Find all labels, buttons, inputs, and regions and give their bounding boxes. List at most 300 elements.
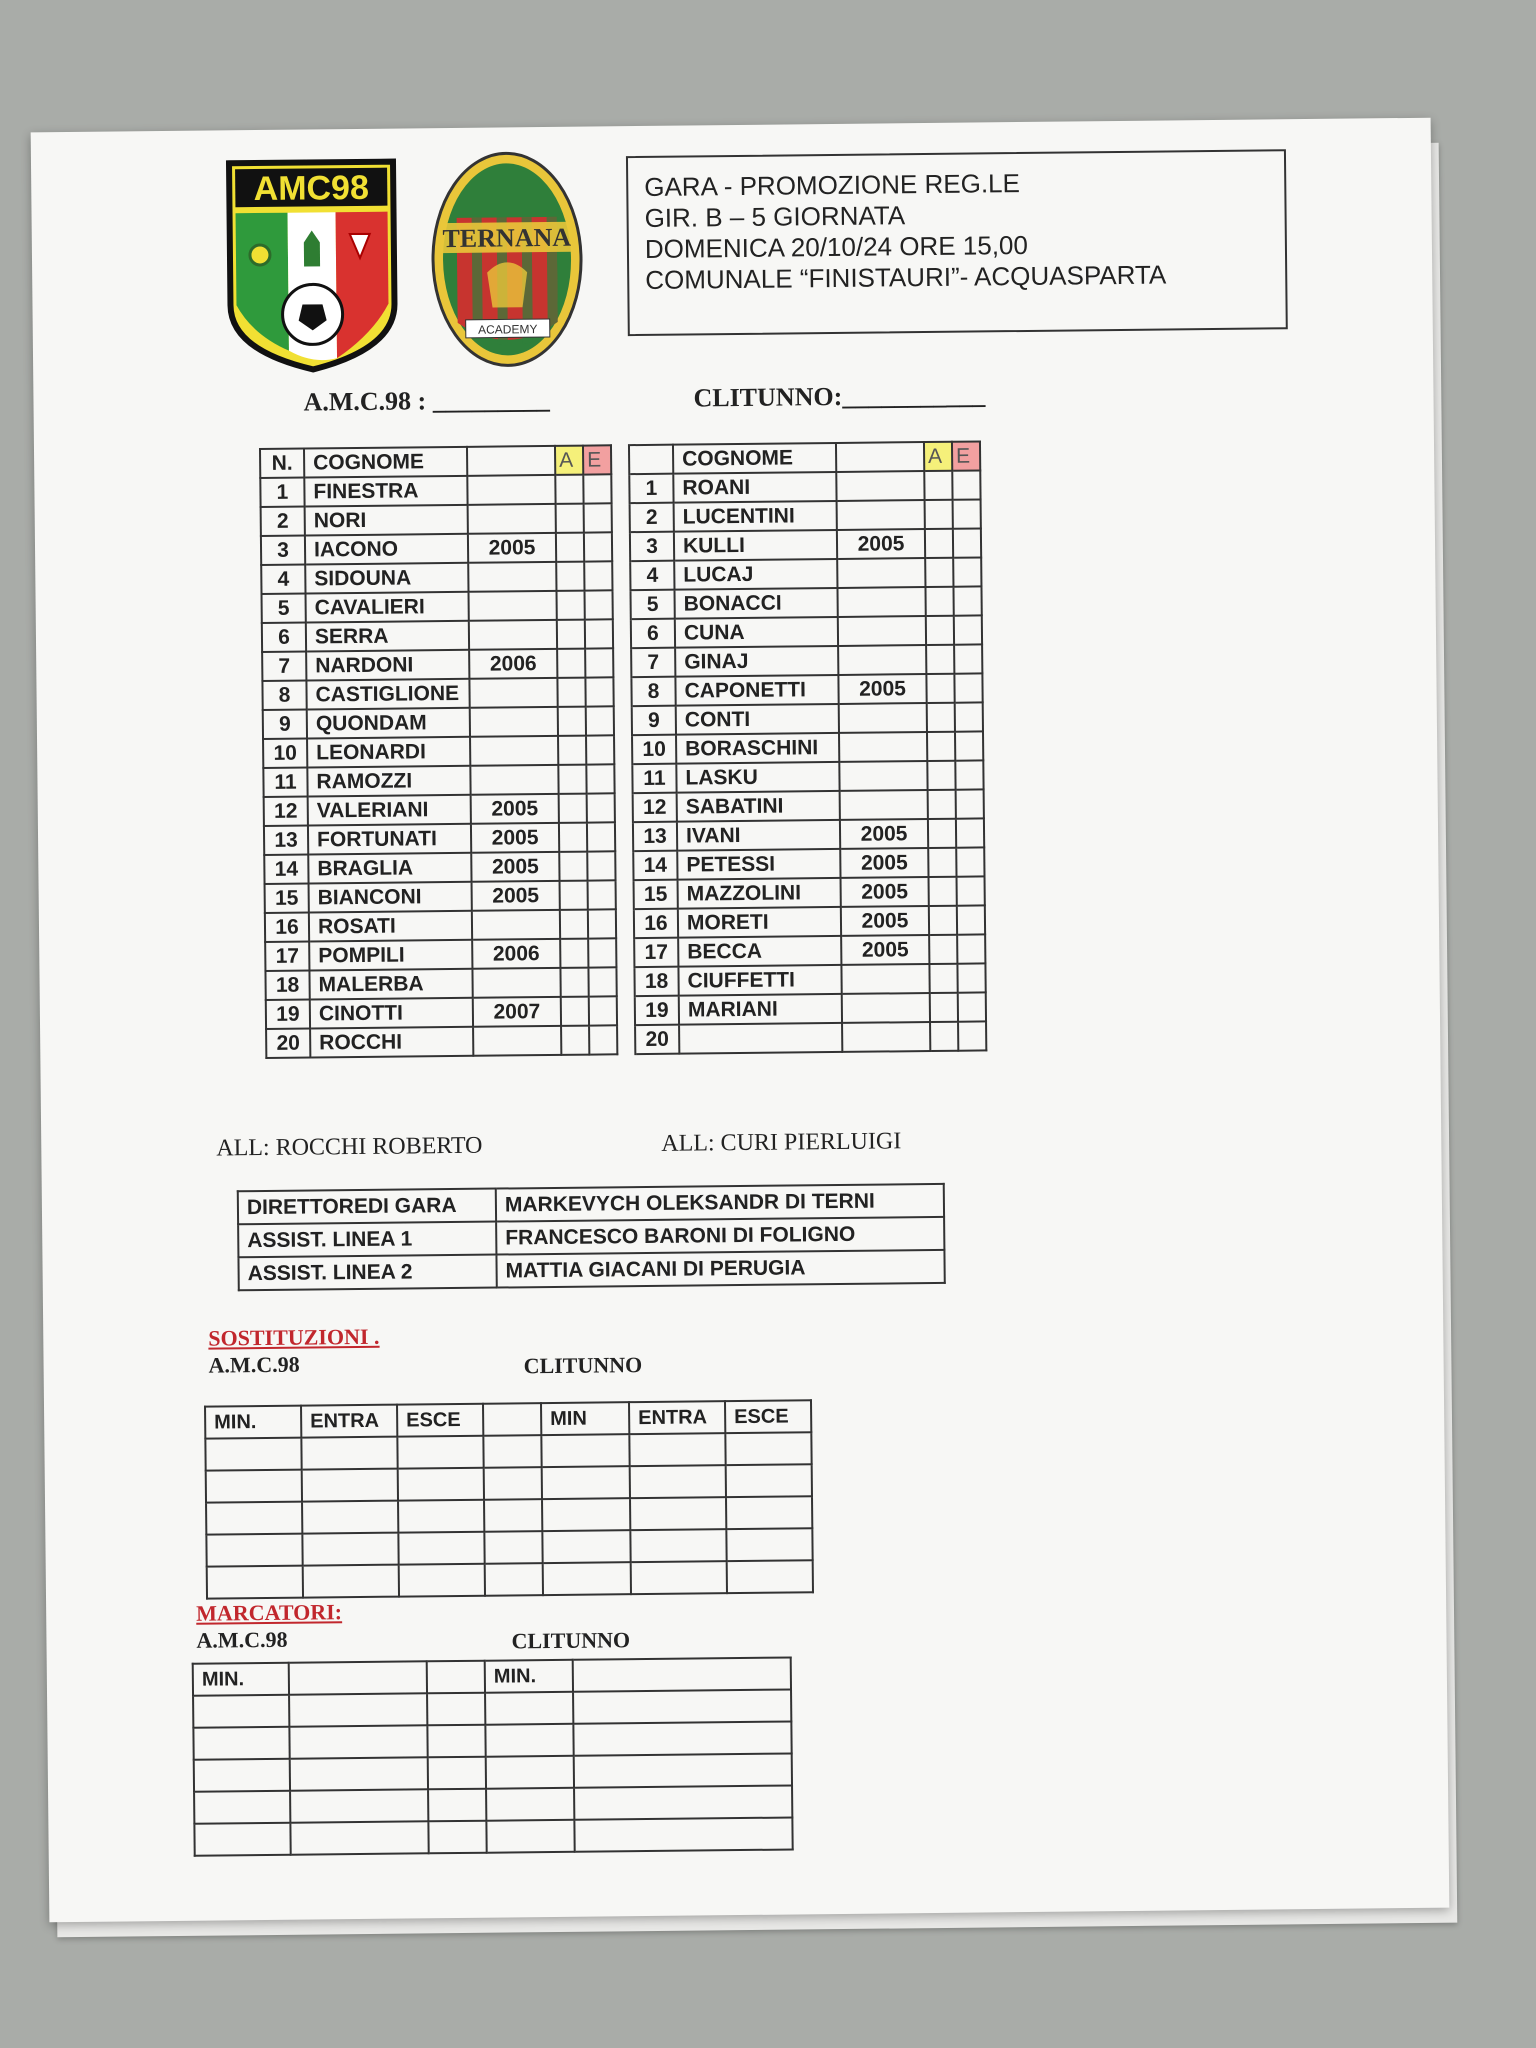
home-player-a-cell xyxy=(556,562,584,591)
away-player-name: CAPONETTI xyxy=(675,675,838,706)
away-player-e-cell xyxy=(953,557,981,586)
substitution-cell[interactable] xyxy=(630,1529,726,1562)
away-player-year: 2005 xyxy=(841,877,929,907)
home-player-year: 2005 xyxy=(468,533,556,563)
away-player-a-cell xyxy=(929,906,957,935)
substitution-cell[interactable] xyxy=(398,1532,484,1565)
scorers-header-cell: MIN. xyxy=(485,1660,573,1693)
home-player-e-cell xyxy=(588,938,616,967)
away-player-name: SABATINI xyxy=(677,791,840,822)
away-player-e-cell xyxy=(954,615,982,644)
scorer-cell[interactable] xyxy=(573,1690,791,1724)
substitutions-away-label: CLITUNNO xyxy=(523,1352,643,1379)
home-player-year xyxy=(473,1026,561,1056)
home-player-a-cell xyxy=(557,649,585,678)
away-player-name: PETESSI xyxy=(677,849,840,880)
home-player-number: 20 xyxy=(266,1029,310,1058)
away-player-a-cell xyxy=(928,819,956,848)
home-player-year: 2006 xyxy=(469,649,557,679)
home-player-name: IACONO xyxy=(305,534,468,565)
away-team-label: CLITUNNO:___________ xyxy=(693,380,986,413)
home-player-name: SIDOUNA xyxy=(305,563,468,594)
away-player-e-cell xyxy=(953,499,981,528)
roster-gap xyxy=(614,706,632,735)
away-player-name: MAZZOLINI xyxy=(678,878,841,909)
home-player-name: SERRA xyxy=(306,621,469,652)
home-player-e-cell xyxy=(585,619,613,648)
away-player-number: 3 xyxy=(630,532,674,561)
roster-gap xyxy=(612,532,630,561)
scorer-cell[interactable] xyxy=(427,1693,485,1726)
home-player-name: CAVALIERI xyxy=(306,592,469,623)
officials-table xyxy=(237,1183,946,1291)
substitution-cell[interactable] xyxy=(542,1530,630,1563)
roster-gap xyxy=(616,880,634,909)
scorers-header-cell xyxy=(573,1658,791,1692)
away-player-number: 10 xyxy=(632,735,676,764)
scorer-cell[interactable] xyxy=(486,1820,574,1853)
home-player-number: 5 xyxy=(262,594,306,623)
away-player-e-cell xyxy=(955,731,983,760)
away-player-year xyxy=(838,645,926,675)
substitution-cell[interactable] xyxy=(206,1534,302,1567)
away-player-a-cell xyxy=(926,616,954,645)
home-player-a-cell xyxy=(555,475,583,504)
substitution-cell[interactable] xyxy=(205,1438,301,1471)
home-player-year: 2006 xyxy=(472,939,560,969)
home-player-year xyxy=(467,475,555,505)
scorers-home-label: A.M.C.98 xyxy=(196,1626,288,1653)
home-player-number: 16 xyxy=(265,913,309,942)
home-player-e-cell xyxy=(589,1025,617,1054)
substitution-cell[interactable] xyxy=(206,1470,302,1503)
home-player-e-cell xyxy=(586,706,614,735)
scorer-cell[interactable] xyxy=(485,1692,573,1725)
home-player-e-cell xyxy=(586,764,614,793)
away-player-number: 2 xyxy=(630,503,674,532)
scorer-cell[interactable] xyxy=(193,1695,289,1728)
scorer-cell[interactable] xyxy=(486,1756,574,1789)
away-coach: ALL: CURI PIERLUIGI xyxy=(661,1128,902,1157)
home-player-number: 14 xyxy=(264,855,308,884)
home-player-year xyxy=(469,678,557,708)
scorer-row xyxy=(194,1817,792,1855)
home-player-number: 12 xyxy=(264,797,308,826)
amc98-logo xyxy=(221,154,403,376)
away-player-e-cell xyxy=(958,992,986,1021)
home-player-number: 4 xyxy=(261,565,305,594)
away-player-e-cell xyxy=(957,934,985,963)
away-player-number: 18 xyxy=(634,967,678,996)
substitution-cell[interactable] xyxy=(629,1433,725,1466)
substitutions-header-cell xyxy=(483,1403,541,1436)
substitution-cell[interactable] xyxy=(485,1563,543,1596)
away-player-a-cell xyxy=(925,500,953,529)
scorer-cell[interactable] xyxy=(290,1757,428,1790)
scorer-cell[interactable] xyxy=(574,1785,792,1819)
away-player-a-cell xyxy=(925,558,953,587)
home-player-year xyxy=(469,591,557,621)
home-player-year: 2005 xyxy=(471,852,559,882)
home-player-a-cell xyxy=(558,736,586,765)
roster-gap xyxy=(614,735,632,764)
home-player-e-cell xyxy=(587,793,615,822)
away-player-number: 16 xyxy=(634,909,678,938)
substitution-cell[interactable] xyxy=(484,1499,542,1532)
away-player-year xyxy=(839,732,927,762)
home-player-name: POMPILI xyxy=(309,940,472,971)
scorer-cell[interactable] xyxy=(290,1789,428,1822)
home-player-number: 7 xyxy=(262,652,306,681)
substitution-cell[interactable] xyxy=(302,1501,398,1534)
substitution-cell[interactable] xyxy=(484,1467,542,1500)
home-player-year xyxy=(470,736,558,766)
home-player-e-cell xyxy=(586,735,614,764)
home-player-name: FORTUNATI xyxy=(308,824,471,855)
away-player-number: 11 xyxy=(632,764,676,793)
roster-table xyxy=(259,440,987,1059)
away-player-year xyxy=(836,471,924,501)
away-player-name: ROANI xyxy=(673,472,836,503)
away-player-year: 2005 xyxy=(838,674,926,704)
substitution-cell[interactable] xyxy=(302,1533,398,1566)
home-player-a-cell xyxy=(559,823,587,852)
substitutions-title: SOSTITUZIONI . xyxy=(208,1323,380,1351)
match-sheet xyxy=(31,118,1450,1923)
home-player-year xyxy=(468,562,556,592)
home-player-year xyxy=(472,968,560,998)
away-player-name: KULLI xyxy=(674,530,837,561)
ternana-logo-text: TERNANA xyxy=(442,222,572,254)
home-player-e-cell xyxy=(584,503,612,532)
away-player-year xyxy=(842,1022,930,1052)
away-player-year: 2005 xyxy=(841,935,929,965)
official-name: FRANCESCO BARONI DI FOLIGNO xyxy=(496,1217,944,1255)
home-player-a-cell xyxy=(561,1026,589,1055)
away-player-year: 2005 xyxy=(840,819,928,849)
away-player-a-cell xyxy=(929,877,957,906)
away-player-e-cell xyxy=(954,644,982,673)
away-player-a-cell xyxy=(930,1022,958,1051)
roster-gap xyxy=(617,996,635,1025)
away-player-e-cell xyxy=(953,528,981,557)
away-player-a-cell xyxy=(928,848,956,877)
away-a-header: A xyxy=(924,442,952,471)
away-player-number: 19 xyxy=(635,996,679,1025)
substitution-cell[interactable] xyxy=(398,1500,484,1533)
home-player-number: 6 xyxy=(262,623,306,652)
away-player-year xyxy=(838,616,926,646)
away-player-e-cell xyxy=(953,586,981,615)
substitution-cell[interactable] xyxy=(727,1560,813,1593)
substitution-cell[interactable] xyxy=(726,1496,812,1529)
away-player-a-cell xyxy=(927,703,955,732)
home-player-year xyxy=(470,707,558,737)
official-role: DIRETTOREDI GARA xyxy=(238,1189,496,1225)
official-role: ASSIST. LINEA 1 xyxy=(238,1222,496,1258)
scorer-cell[interactable] xyxy=(194,1791,290,1824)
away-player-name: CIUFFETTI xyxy=(678,965,841,996)
substitution-row xyxy=(207,1560,813,1598)
home-player-number: 18 xyxy=(265,971,309,1000)
home-player-e-cell xyxy=(587,851,615,880)
home-player-number: 9 xyxy=(263,710,307,739)
substitution-cell[interactable] xyxy=(541,1434,629,1467)
home-player-e-cell xyxy=(585,677,613,706)
away-player-e-cell xyxy=(955,702,983,731)
official-row xyxy=(238,1250,944,1290)
substitution-cell[interactable] xyxy=(484,1531,542,1564)
home-player-year xyxy=(470,765,558,795)
home-player-a-cell xyxy=(558,707,586,736)
ternana-logo-subtext: ACADEMY xyxy=(478,322,538,337)
away-surname-header: COGNOME xyxy=(673,443,836,474)
home-player-number: 15 xyxy=(265,884,309,913)
substitution-cell[interactable] xyxy=(206,1502,302,1535)
home-player-a-cell xyxy=(560,881,588,910)
substitution-cell[interactable] xyxy=(207,1566,303,1599)
away-player-name xyxy=(679,1023,842,1054)
home-player-number: 10 xyxy=(263,739,307,768)
roster-gap xyxy=(615,793,633,822)
substitution-cell[interactable] xyxy=(483,1435,541,1468)
away-player-year xyxy=(837,587,925,617)
away-player-name: LASKU xyxy=(676,762,839,793)
roster-gap xyxy=(616,967,634,996)
home-player-name: CASTIGLIONE xyxy=(306,679,469,710)
away-player-a-cell xyxy=(926,674,954,703)
home-player-year xyxy=(472,910,560,940)
substitution-cell[interactable] xyxy=(302,1469,398,1502)
substitutions-header-cell: ENTRA xyxy=(629,1401,725,1434)
match-datetime: DOMENICA 20/10/24 ORE 15,00 xyxy=(644,229,1029,264)
home-player-a-cell xyxy=(556,591,584,620)
roster-gap xyxy=(616,909,634,938)
scorers-header-cell xyxy=(427,1661,485,1694)
home-player-year xyxy=(468,504,556,534)
home-player-name: CINOTTI xyxy=(310,998,473,1029)
away-player-year xyxy=(837,500,925,530)
substitution-cell[interactable] xyxy=(543,1562,631,1595)
away-player-e-cell xyxy=(956,818,984,847)
away-player-number: 20 xyxy=(635,1025,679,1054)
scorer-cell[interactable] xyxy=(194,1823,290,1856)
away-player-a-cell xyxy=(927,732,955,761)
away-player-name: BONACCI xyxy=(674,588,837,619)
away-player-a-cell xyxy=(926,645,954,674)
roster-gap xyxy=(615,851,633,880)
home-player-number: 1 xyxy=(260,478,304,507)
substitution-cell[interactable] xyxy=(726,1528,812,1561)
away-player-name: LUCENTINI xyxy=(674,501,837,532)
away-player-number: 14 xyxy=(633,851,677,880)
home-player-name: VALERIANI xyxy=(308,795,471,826)
substitutions-header-cell: MIN xyxy=(541,1402,629,1435)
away-player-year xyxy=(842,993,930,1023)
scorer-cell[interactable] xyxy=(573,1722,791,1756)
away-player-name: BECCA xyxy=(678,936,841,967)
roster-gap xyxy=(612,503,630,532)
home-player-e-cell xyxy=(583,474,611,503)
roster-gap xyxy=(615,822,633,851)
home-player-a-cell xyxy=(558,765,586,794)
scorers-header-cell xyxy=(289,1661,427,1694)
home-player-a-cell xyxy=(559,852,587,881)
substitution-cell[interactable] xyxy=(399,1564,485,1597)
home-surname-header: COGNOME xyxy=(304,447,467,478)
scorers-header-cell: MIN. xyxy=(193,1663,289,1696)
away-player-name: IVANI xyxy=(677,820,840,851)
home-player-number: 19 xyxy=(266,1000,310,1029)
away-player-number: 9 xyxy=(632,706,676,735)
substitution-cell[interactable] xyxy=(542,1466,630,1499)
away-player-e-cell xyxy=(957,876,985,905)
roster-gap xyxy=(614,764,632,793)
away-player-year xyxy=(840,790,928,820)
home-player-year xyxy=(469,620,557,650)
roster-gap xyxy=(613,677,631,706)
home-player-name: NARDONI xyxy=(306,650,469,681)
substitutions-header-cell: ESCE xyxy=(725,1400,811,1433)
away-player-name: LUCAJ xyxy=(674,559,837,590)
substitutions-header-cell: ENTRA xyxy=(301,1405,397,1438)
away-player-number: 8 xyxy=(631,677,675,706)
scorer-cell[interactable] xyxy=(428,1821,486,1854)
substitution-cell[interactable] xyxy=(398,1468,484,1501)
away-player-number: 15 xyxy=(634,880,678,909)
scorer-cell[interactable] xyxy=(574,1817,792,1851)
home-player-a-cell xyxy=(560,910,588,939)
home-player-e-cell xyxy=(585,648,613,677)
away-player-number: 1 xyxy=(629,474,673,503)
scorer-cell[interactable] xyxy=(574,1753,792,1787)
scorer-cell[interactable] xyxy=(485,1724,573,1757)
away-player-a-cell xyxy=(930,993,958,1022)
substitutions-header-cell: ESCE xyxy=(397,1404,483,1437)
away-player-number: 4 xyxy=(630,561,674,590)
substitutions-header-cell: MIN. xyxy=(205,1406,301,1439)
substitution-cell[interactable] xyxy=(542,1498,630,1531)
roster-gap xyxy=(613,619,631,648)
away-player-year xyxy=(841,964,929,994)
away-player-year: 2005 xyxy=(841,906,929,936)
scorer-cell[interactable] xyxy=(194,1759,290,1792)
substitution-cell[interactable] xyxy=(630,1497,726,1530)
home-player-number: 11 xyxy=(263,768,307,797)
home-player-e-cell xyxy=(589,996,617,1025)
away-e-header: E xyxy=(952,441,980,470)
scorer-cell[interactable] xyxy=(290,1821,428,1854)
away-player-name: MORETI xyxy=(678,907,841,938)
roster-gap xyxy=(617,1025,635,1054)
home-player-name: LEONARDI xyxy=(307,737,470,768)
scorer-cell[interactable] xyxy=(193,1727,289,1760)
substitution-cell[interactable] xyxy=(630,1465,726,1498)
home-player-name: BRAGLIA xyxy=(308,853,471,884)
home-player-e-cell xyxy=(584,561,612,590)
scorer-cell[interactable] xyxy=(428,1789,486,1822)
home-player-a-cell xyxy=(559,794,587,823)
away-player-e-cell xyxy=(954,673,982,702)
home-player-name: ROCCHI xyxy=(310,1027,473,1058)
home-player-year: 2005 xyxy=(472,881,560,911)
away-player-number: 7 xyxy=(631,648,675,677)
home-player-a-cell xyxy=(556,533,584,562)
scorer-cell[interactable] xyxy=(289,1725,427,1758)
away-player-year xyxy=(837,558,925,588)
match-venue: COMUNALE “FINISTAURI”- ACQUASPARTA xyxy=(645,259,1167,295)
home-player-number: 3 xyxy=(261,536,305,565)
away-player-number: 5 xyxy=(630,590,674,619)
away-player-name: CUNA xyxy=(675,617,838,648)
away-player-number: 12 xyxy=(633,793,677,822)
roster-gap xyxy=(616,938,634,967)
home-team-label: A.M.C.98 : _________ xyxy=(303,384,550,417)
home-player-name: BIANCONI xyxy=(309,882,472,913)
substitutions-table xyxy=(204,1399,814,1599)
away-player-year xyxy=(839,761,927,791)
away-player-name: MARIANI xyxy=(679,994,842,1025)
substitution-cell[interactable] xyxy=(631,1561,727,1594)
home-player-a-cell xyxy=(556,504,584,533)
substitution-cell[interactable] xyxy=(301,1437,397,1470)
away-player-e-cell xyxy=(956,789,984,818)
official-name: MATTIA GIACANI DI PERUGIA xyxy=(496,1250,944,1288)
home-player-name: QUONDAM xyxy=(307,708,470,739)
home-num-header: N. xyxy=(260,449,304,478)
scorer-cell[interactable] xyxy=(427,1725,485,1758)
scorers-away-label: CLITUNNO xyxy=(511,1627,631,1654)
home-player-a-cell xyxy=(560,939,588,968)
away-player-year xyxy=(839,703,927,733)
home-player-number: 17 xyxy=(265,942,309,971)
scorer-cell[interactable] xyxy=(289,1693,427,1726)
roster-gap xyxy=(611,474,629,503)
scorers-title: MARCATORI: xyxy=(196,1599,343,1626)
away-player-e-cell xyxy=(952,470,980,499)
match-info-box xyxy=(626,149,1288,336)
substitution-cell[interactable] xyxy=(303,1565,399,1598)
scorer-cell[interactable] xyxy=(428,1757,486,1790)
away-player-a-cell xyxy=(929,935,957,964)
amc98-logo-text: AMC98 xyxy=(253,168,370,209)
away-player-year: 2005 xyxy=(837,529,925,559)
home-player-year: 2005 xyxy=(471,823,559,853)
substitution-cell[interactable] xyxy=(725,1432,811,1465)
official-role: ASSIST. LINEA 2 xyxy=(238,1255,496,1291)
substitution-cell[interactable] xyxy=(397,1436,483,1469)
away-player-e-cell xyxy=(955,760,983,789)
home-a-header: A xyxy=(555,446,583,475)
home-player-a-cell xyxy=(557,620,585,649)
home-player-number: 8 xyxy=(262,681,306,710)
roster-gap xyxy=(613,648,631,677)
home-player-name: RAMOZZI xyxy=(307,766,470,797)
home-coach: ALL: ROCCHI ROBERTO xyxy=(216,1132,483,1162)
roster-gap xyxy=(612,590,630,619)
home-player-a-cell xyxy=(561,997,589,1026)
home-player-name: NORI xyxy=(305,505,468,536)
substitutions-home-label: A.M.C.98 xyxy=(208,1351,300,1378)
home-player-name: MALERBA xyxy=(309,969,472,1000)
substitution-cell[interactable] xyxy=(726,1464,812,1497)
home-player-e-cell xyxy=(588,880,616,909)
ternana-logo xyxy=(426,147,588,374)
scorer-cell[interactable] xyxy=(486,1788,574,1821)
away-player-number: 6 xyxy=(631,619,675,648)
away-player-e-cell xyxy=(958,1021,986,1050)
home-player-e-cell xyxy=(588,967,616,996)
